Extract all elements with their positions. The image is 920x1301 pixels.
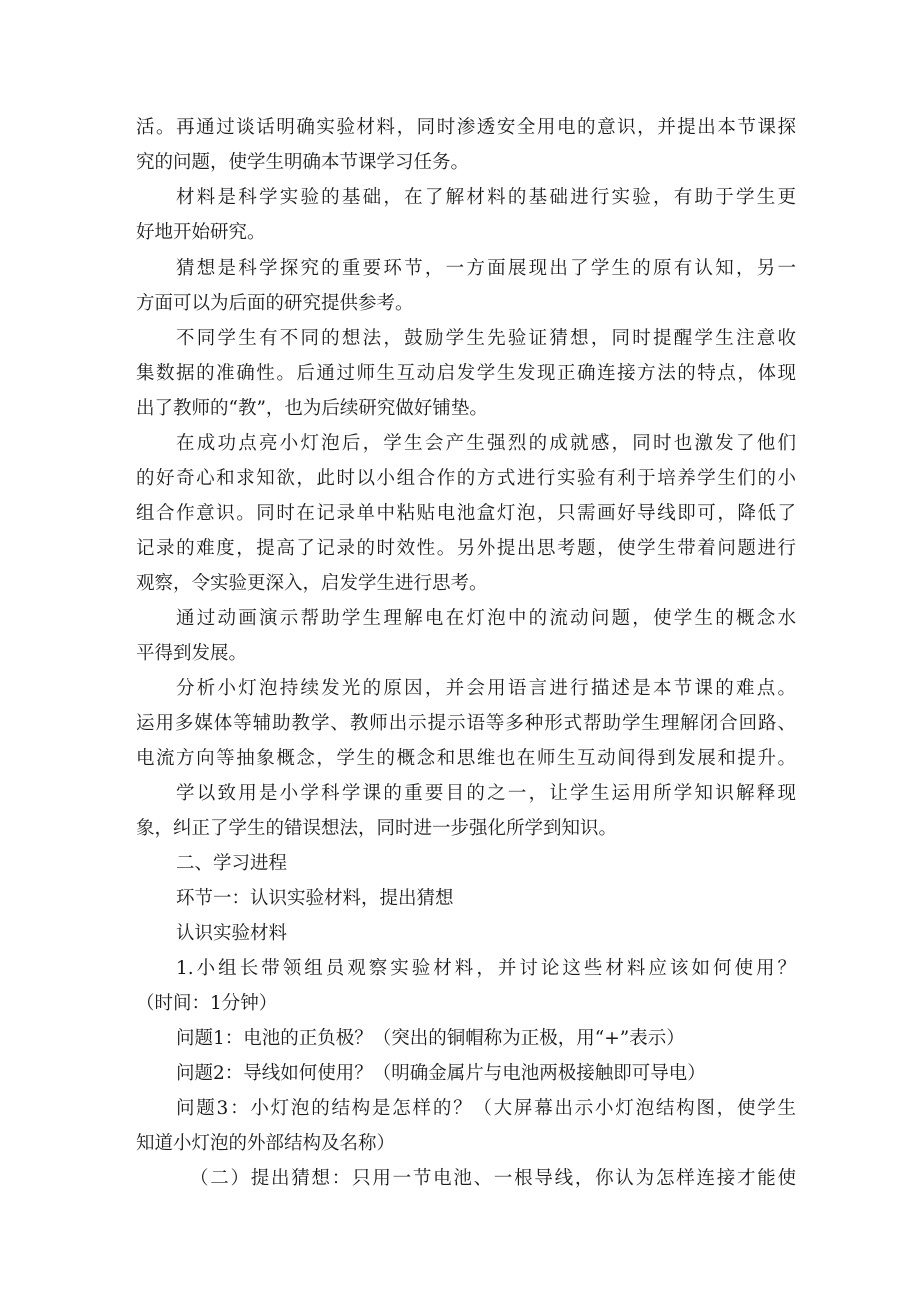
text-line-12: 组合作意识。同时在记录单中粘贴电池盒灯泡，只需画好导线即可，降低了 <box>136 503 796 524</box>
text-line-19: 电流方向等抽象概念，学生的概念和思维也在师生互动间得到发展和提升。 <box>136 748 796 769</box>
text-line-14: 观察，令实验更深入，启发学生进行思考。 <box>136 573 488 594</box>
text-line-7: 不同学生有不同的想法，鼓励学生先验证猜想，同时提醒学生注意收 <box>176 328 796 349</box>
text-line-25: 1.小组长带领组员观察实验材料，并讨论这些材料应该如何使用？ <box>176 958 796 979</box>
text-line-1: 活。再通过谈话明确实验材料，同时渗透安全用电的意识，并提出本节课探 <box>136 117 796 138</box>
text-line-17: 分析小灯泡持续发光的原因，并会用语言进行描述是本节课的难点。 <box>176 678 796 699</box>
text-line-21: 象，纠正了学生的错误想法，同时进一步强化所学到知识。 <box>136 818 618 839</box>
question-2: 问题2：导线如何使用？（明确金属片与电池两极接触即可导电） <box>176 1063 706 1084</box>
text-line-4: 好地开始研究。 <box>136 222 266 243</box>
text-line-3: 材料是科学实验的基础，在了解材料的基础进行实验，有助于学生更 <box>176 187 796 208</box>
section-heading: 二、学习进程 <box>176 853 288 874</box>
text-line-18: 运用多媒体等辅助教学、教师出示提示语等多种形式帮助学生理解闭合回路、 <box>136 713 796 734</box>
text-line-20: 学以致用是小学科学课的重要目的之一，让学生运用所学知识解释现 <box>176 783 796 804</box>
text-line-8: 集数据的准确性。后通过师生互动启发学生发现正确连接方法的特点，体现 <box>136 363 796 384</box>
text-line-6: 方面可以为后面的研究提供参考。 <box>136 293 414 314</box>
question-3: 问题3：小灯泡的结构是怎样的？（大屏幕出示小灯泡结构图，使学生 <box>176 1098 796 1119</box>
question-1: 问题1：电池的正负极？（突出的铜帽称为正极，用“+”表示） <box>176 1028 685 1049</box>
text-line-11: 的好奇心和求知欲，此时以小组合作的方式进行实验有利于培养学生们的小 <box>136 468 796 489</box>
text-line-26: （时间：1分钟） <box>136 993 278 1014</box>
text-line-31: （二）提出猜想：只用一节电池、一根导线，你认为怎样连接才能使 <box>190 1168 796 1189</box>
text-line-2: 究的问题，使学生明确本节课学习任务。 <box>136 152 470 173</box>
subsection-subheading: 认识实验材料 <box>176 923 288 944</box>
text-line-15: 通过动画演示帮助学生理解电在灯泡中的流动问题，使学生的概念水 <box>176 608 796 629</box>
text-line-5: 猜想是科学探究的重要环节，一方面展现出了学生的原有认知，另一 <box>176 258 796 279</box>
text-line-13: 记录的难度，提高了记录的时效性。另外提出思考题，使学生带着问题进行 <box>136 538 796 559</box>
text-line-30: 知道小灯泡的外部结构及名称） <box>136 1133 396 1154</box>
text-line-10: 在成功点亮小灯泡后，学生会产生强烈的成就感，同时也激发了他们 <box>176 433 796 454</box>
subsection-heading: 环节一：认识实验材料，提出猜想 <box>176 888 454 909</box>
text-line-9: 出了教师的“教”，也为后续研究做好铺垫。 <box>136 398 488 419</box>
text-line-16: 平得到发展。 <box>136 643 248 664</box>
